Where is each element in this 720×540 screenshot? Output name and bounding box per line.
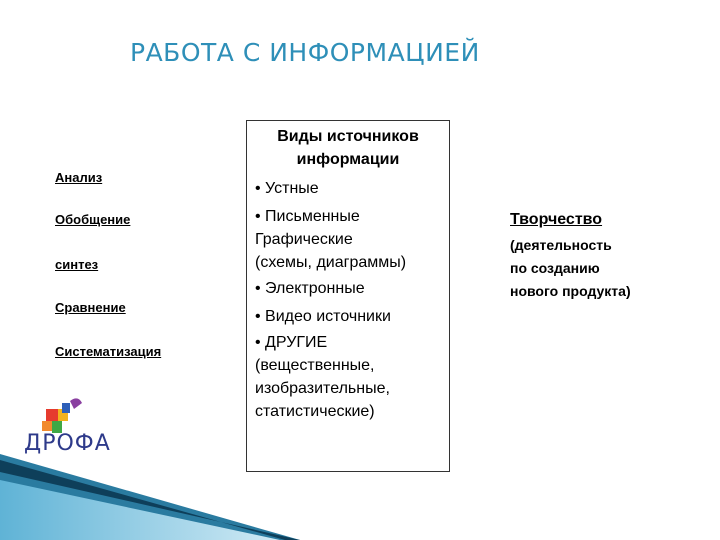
creativity-title: Творчество <box>510 211 603 228</box>
source-oral: • Устные <box>255 180 319 197</box>
list-item-systematization: Систематизация <box>55 344 162 359</box>
source-written: • Письменные <box>255 208 360 225</box>
sources-box-title <box>247 125 449 171</box>
source-other-note3: статистические) <box>255 403 375 420</box>
source-other: • ДРУГИЕ <box>255 334 328 351</box>
creativity-line3: нового продукта) <box>510 283 631 299</box>
list-item-comparison: Сравнение <box>55 300 126 315</box>
list-item-synthesis: синтез <box>55 257 99 272</box>
creativity-line2: по созданию <box>510 260 600 276</box>
sources-box-title-line1: Виды источников <box>277 128 419 145</box>
list-item-generalization: Обобщение <box>55 212 131 227</box>
sources-box <box>246 120 450 472</box>
source-graphic: Графические <box>255 231 353 248</box>
source-electronic: • Электронные <box>255 280 365 297</box>
source-video: • Видео источники <box>255 308 391 325</box>
creativity-line1: (деятельность <box>510 237 612 253</box>
source-graphic-note: (схемы, диаграммы) <box>255 254 407 271</box>
list-item-analysis: Анализ <box>55 170 103 185</box>
drofa-logo-text: ДРОФА <box>24 431 111 456</box>
source-other-note2: изобразительные, <box>255 380 390 397</box>
page-title: РАБОТА С ИНФОРМАЦИЕЙ <box>130 38 480 67</box>
source-other-note1: (вещественные, <box>255 357 375 374</box>
sources-box-title-line2: информации <box>296 151 400 168</box>
drofa-logo-mark-icon <box>22 395 112 435</box>
drofa-logo <box>22 395 112 465</box>
